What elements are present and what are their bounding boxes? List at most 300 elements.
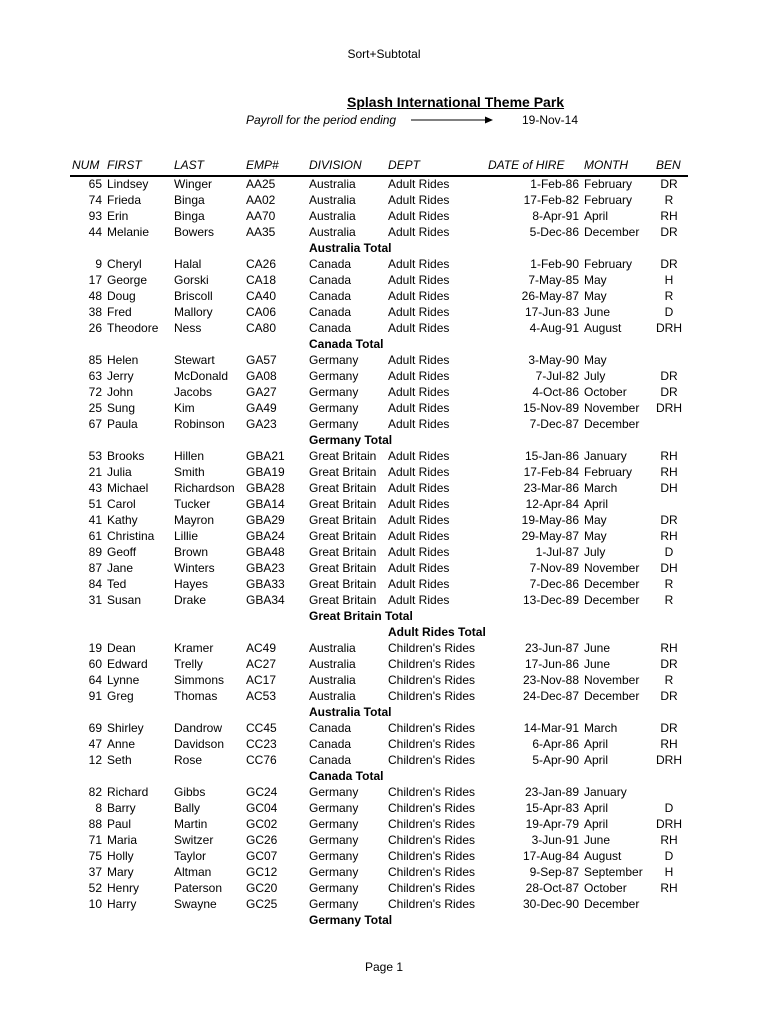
cell-ben: D <box>664 801 674 815</box>
cell-ben: RH <box>660 529 678 543</box>
cell-ben: R <box>664 577 674 591</box>
cell-first: John <box>107 385 134 399</box>
table-row <box>0 640 768 656</box>
sheet-header: Sort+Subtotal <box>347 47 421 61</box>
cell-month: October <box>584 881 627 895</box>
cell-month: June <box>584 833 611 847</box>
cell-emp: GBA14 <box>246 497 285 511</box>
table-row <box>0 224 768 240</box>
cell-emp: GC04 <box>246 801 278 815</box>
cell-division: Great Britain <box>309 577 377 591</box>
table-row <box>0 800 768 816</box>
table-row <box>0 448 768 464</box>
cell-last: Thomas <box>174 689 218 703</box>
cell-month: May <box>584 273 607 287</box>
cell-first: Seth <box>107 753 132 767</box>
cell-emp: GBA23 <box>246 561 285 575</box>
cell-emp: CC23 <box>246 737 277 751</box>
cell-division: Germany <box>309 353 359 367</box>
cell-division: Great Britain <box>309 465 377 479</box>
cell-last: Binga <box>174 193 205 207</box>
cell-emp: GA08 <box>246 369 277 383</box>
cell-division: Australia <box>309 225 356 239</box>
cell-num: 21 <box>88 465 102 479</box>
cell-dept: Adult Rides <box>388 385 450 399</box>
cell-ben: RH <box>660 737 678 751</box>
cell-hire-date: 28-Oct-87 <box>525 881 579 895</box>
cell-ben: R <box>664 593 674 607</box>
cell-emp: GBA33 <box>246 577 285 591</box>
col-dept-header: DEPT <box>388 158 421 172</box>
cell-first: Shirley <box>107 721 144 735</box>
cell-hire-date: 7-Nov-89 <box>529 561 579 575</box>
cell-emp: AA70 <box>246 209 276 223</box>
division-total-row <box>0 240 768 256</box>
cell-hire-date: 3-Jun-91 <box>531 833 579 847</box>
cell-dept: Adult Rides <box>388 401 450 415</box>
cell-first: Dean <box>107 641 136 655</box>
subtotal-label: Australia Total <box>309 241 392 255</box>
cell-num: 74 <box>88 193 102 207</box>
cell-first: Paula <box>107 417 138 431</box>
cell-ben: DR <box>660 225 678 239</box>
cell-first: Ted <box>107 577 127 591</box>
cell-first: Doug <box>107 289 136 303</box>
cell-last: Rose <box>174 753 203 767</box>
cell-hire-date: 19-May-86 <box>521 513 579 527</box>
cell-last: McDonald <box>174 369 229 383</box>
cell-dept: Children's Rides <box>388 833 475 847</box>
cell-month: March <box>584 481 618 495</box>
cell-month: April <box>584 753 609 767</box>
cell-ben: DR <box>660 257 678 271</box>
cell-dept: Children's Rides <box>388 737 475 751</box>
cell-last: Brown <box>174 545 209 559</box>
cell-hire-date: 9-Sep-87 <box>529 865 579 879</box>
cell-division: Australia <box>309 673 356 687</box>
cell-month: February <box>584 193 633 207</box>
cell-month: February <box>584 177 633 191</box>
cell-num: 12 <box>88 753 102 767</box>
cell-last: Switzer <box>174 833 214 847</box>
col-hire-header: DATE of HIRE <box>488 158 565 172</box>
cell-ben: DRH <box>656 817 682 831</box>
cell-last: Martin <box>174 817 208 831</box>
cell-ben: DRH <box>656 401 682 415</box>
cell-first: Geoff <box>107 545 137 559</box>
cell-hire-date: 5-Apr-90 <box>532 753 579 767</box>
cell-dept: Adult Rides <box>388 353 450 367</box>
cell-first: Cheryl <box>107 257 142 271</box>
cell-num: 31 <box>88 593 102 607</box>
cell-num: 25 <box>88 401 102 415</box>
page-number: Page 1 <box>364 960 404 974</box>
cell-ben: DH <box>660 481 678 495</box>
cell-hire-date: 15-Nov-89 <box>522 401 579 415</box>
cell-emp: GC24 <box>246 785 278 799</box>
table-row <box>0 384 768 400</box>
cell-month: August <box>584 849 622 863</box>
cell-first: Jane <box>107 561 134 575</box>
cell-num: 60 <box>88 657 102 671</box>
cell-emp: GBA21 <box>246 449 285 463</box>
cell-dept: Adult Rides <box>388 225 450 239</box>
cell-emp: CA18 <box>246 273 277 287</box>
cell-division: Canada <box>309 257 352 271</box>
period-date: 19-Nov-14 <box>521 113 578 127</box>
cell-month: June <box>584 657 611 671</box>
cell-first: Frieda <box>107 193 142 207</box>
table-row <box>0 272 768 288</box>
cell-month: December <box>584 593 640 607</box>
cell-division: Great Britain <box>309 481 377 495</box>
cell-num: 69 <box>88 721 102 735</box>
table-row <box>0 880 768 896</box>
cell-month: May <box>584 353 607 367</box>
cell-dept: Adult Rides <box>388 593 450 607</box>
cell-num: 51 <box>88 497 102 511</box>
cell-num: 19 <box>88 641 102 655</box>
col-ben-header: BEN <box>656 158 681 172</box>
cell-month: February <box>584 257 633 271</box>
cell-last: Dandrow <box>174 721 223 735</box>
cell-ben: RH <box>660 209 678 223</box>
cell-first: Barry <box>107 801 136 815</box>
cell-last: Jacobs <box>174 385 213 399</box>
cell-num: 67 <box>88 417 102 431</box>
report-title: Splash International Theme Park <box>347 94 565 110</box>
cell-dept: Adult Rides <box>388 449 450 463</box>
cell-num: 87 <box>88 561 102 575</box>
cell-month: September <box>584 865 643 879</box>
cell-emp: GBA48 <box>246 545 285 559</box>
cell-num: 38 <box>88 305 102 319</box>
table-row <box>0 320 768 336</box>
cell-first: Greg <box>107 689 134 703</box>
table-row <box>0 560 768 576</box>
cell-month: April <box>584 209 609 223</box>
cell-dept: Adult Rides <box>388 305 450 319</box>
cell-division: Germany <box>309 881 359 895</box>
cell-ben: DR <box>660 721 678 735</box>
cell-first: Anne <box>107 737 136 751</box>
subtotal-label: Canada Total <box>309 337 384 351</box>
cell-hire-date: 30-Dec-90 <box>522 897 579 911</box>
col-emp-header: EMP# <box>246 158 279 172</box>
cell-num: 52 <box>88 881 102 895</box>
cell-ben: RH <box>660 833 678 847</box>
cell-num: 10 <box>88 897 102 911</box>
cell-num: 71 <box>88 833 102 847</box>
cell-month: December <box>584 897 640 911</box>
table-row <box>0 832 768 848</box>
cell-last: Simmons <box>174 673 225 687</box>
cell-month: June <box>584 305 611 319</box>
cell-dept: Children's Rides <box>388 817 475 831</box>
cell-hire-date: 14-Mar-91 <box>523 721 579 735</box>
cell-dept: Adult Rides <box>388 577 450 591</box>
cell-ben: DR <box>660 689 678 703</box>
cell-dept: Children's Rides <box>388 785 475 799</box>
table-row <box>0 528 768 544</box>
cell-ben: D <box>664 849 674 863</box>
cell-dept: Adult Rides <box>388 177 450 191</box>
cell-month: February <box>584 465 633 479</box>
table-row <box>0 896 768 912</box>
cell-ben: RH <box>660 641 678 655</box>
cell-first: Susan <box>107 593 142 607</box>
col-month-header: MONTH <box>584 158 628 172</box>
cell-num: 26 <box>88 321 102 335</box>
cell-dept: Adult Rides <box>388 561 450 575</box>
cell-dept: Children's Rides <box>388 689 475 703</box>
cell-division: Canada <box>309 721 352 735</box>
cell-first: Edward <box>107 657 148 671</box>
cell-ben: DR <box>660 513 678 527</box>
cell-hire-date: 29-May-87 <box>521 529 579 543</box>
cell-last: Halal <box>174 257 202 271</box>
cell-emp: GA27 <box>246 385 277 399</box>
subtotal-label: Germany Total <box>309 433 393 447</box>
cell-dept: Adult Rides <box>388 513 450 527</box>
cell-first: Jerry <box>107 369 134 383</box>
cell-ben: H <box>664 273 674 287</box>
table-row <box>0 848 768 864</box>
cell-ben: DRH <box>656 321 682 335</box>
cell-emp: CA06 <box>246 305 277 319</box>
cell-first: Sung <box>107 401 136 415</box>
table-row <box>0 464 768 480</box>
cell-division: Germany <box>309 417 359 431</box>
cell-emp: AA25 <box>246 177 276 191</box>
cell-ben: DR <box>660 657 678 671</box>
cell-month: April <box>584 497 609 511</box>
cell-emp: GC02 <box>246 817 278 831</box>
cell-emp: CC76 <box>246 753 277 767</box>
cell-month: May <box>584 529 607 543</box>
cell-hire-date: 19-Apr-79 <box>525 817 579 831</box>
cell-emp: AA35 <box>246 225 276 239</box>
cell-division: Australia <box>309 193 356 207</box>
cell-hire-date: 23-Jun-87 <box>524 641 579 655</box>
cell-dept: Adult Rides <box>388 497 450 511</box>
cell-emp: CA40 <box>246 289 277 303</box>
cell-first: George <box>107 273 148 287</box>
cell-hire-date: 12-Apr-84 <box>525 497 579 511</box>
cell-first: Holly <box>107 849 134 863</box>
cell-hire-date: 7-May-85 <box>528 273 579 287</box>
cell-num: 44 <box>88 225 102 239</box>
cell-last: Kim <box>174 401 195 415</box>
cell-last: Taylor <box>174 849 207 863</box>
cell-last: Mayron <box>174 513 215 527</box>
cell-dept: Children's Rides <box>388 801 475 815</box>
cell-month: July <box>584 369 606 383</box>
table-row <box>0 752 768 768</box>
cell-first: Lindsey <box>107 177 149 191</box>
cell-division: Germany <box>309 897 359 911</box>
subtotal-label: Australia Total <box>309 705 392 719</box>
cell-last: Kramer <box>174 641 214 655</box>
cell-emp: GBA29 <box>246 513 285 527</box>
cell-last: Davidson <box>174 737 225 751</box>
cell-first: Mary <box>107 865 134 879</box>
col-num-header: NUM <box>72 158 100 172</box>
table-row <box>0 672 768 688</box>
cell-hire-date: 17-Jun-86 <box>524 657 579 671</box>
cell-num: 17 <box>88 273 102 287</box>
cell-dept: Adult Rides <box>388 529 450 543</box>
cell-month: October <box>584 385 627 399</box>
cell-hire-date: 24-Dec-87 <box>522 689 579 703</box>
cell-hire-date: 7-Jul-82 <box>535 369 579 383</box>
column-headers <box>0 158 768 174</box>
cell-first: Theodore <box>107 321 159 335</box>
cell-last: Binga <box>174 209 205 223</box>
cell-month: December <box>584 577 640 591</box>
cell-last: Paterson <box>174 881 223 895</box>
cell-emp: GBA24 <box>246 529 285 543</box>
table-row <box>0 544 768 560</box>
cell-hire-date: 23-Mar-86 <box>523 481 579 495</box>
cell-num: 84 <box>88 577 102 591</box>
cell-first: Christina <box>107 529 155 543</box>
cell-ben: D <box>664 545 674 559</box>
division-total-row <box>0 608 768 624</box>
cell-emp: AC53 <box>246 689 277 703</box>
cell-num: 41 <box>88 513 102 527</box>
cell-month: December <box>584 689 640 703</box>
cell-hire-date: 4-Aug-91 <box>529 321 579 335</box>
cell-division: Germany <box>309 401 359 415</box>
cell-hire-date: 7-Dec-86 <box>529 577 579 591</box>
cell-division: Germany <box>309 817 359 831</box>
cell-last: Ness <box>174 321 202 335</box>
subtotal-label: Canada Total <box>309 769 384 783</box>
cell-division: Great Britain <box>309 545 377 559</box>
cell-hire-date: 23-Jan-89 <box>524 785 579 799</box>
cell-num: 9 <box>95 257 102 271</box>
cell-division: Canada <box>309 753 352 767</box>
cell-last: Tucker <box>174 497 211 511</box>
cell-first: Julia <box>107 465 132 479</box>
cell-dept: Adult Rides <box>388 257 450 271</box>
cell-division: Great Britain <box>309 561 377 575</box>
cell-emp: GC12 <box>246 865 278 879</box>
cell-division: Germany <box>309 801 359 815</box>
table-row <box>0 304 768 320</box>
cell-num: 48 <box>88 289 102 303</box>
cell-last: Bowers <box>174 225 215 239</box>
table-row <box>0 400 768 416</box>
cell-emp: GC07 <box>246 849 278 863</box>
table-row <box>0 416 768 432</box>
cell-last: Hayes <box>174 577 209 591</box>
cell-hire-date: 1-Jul-87 <box>535 545 579 559</box>
cell-division: Australia <box>309 177 356 191</box>
division-total-row <box>0 768 768 784</box>
cell-emp: CC45 <box>246 721 277 735</box>
cell-ben: DR <box>660 369 678 383</box>
cell-dept: Children's Rides <box>388 753 475 767</box>
cell-last: Hillen <box>174 449 205 463</box>
cell-hire-date: 1-Feb-90 <box>530 257 579 271</box>
cell-hire-date: 5-Dec-86 <box>529 225 579 239</box>
cell-last: Bally <box>174 801 201 815</box>
cell-division: Great Britain <box>309 593 377 607</box>
cell-division: Germany <box>309 849 359 863</box>
cell-dept: Children's Rides <box>388 673 475 687</box>
cell-first: Maria <box>107 833 138 847</box>
cell-emp: AC49 <box>246 641 277 655</box>
cell-num: 47 <box>88 737 102 751</box>
cell-division: Great Britain <box>309 497 377 511</box>
cell-month: April <box>584 801 609 815</box>
table-row <box>0 864 768 880</box>
dept-total-row <box>0 624 768 640</box>
cell-first: Carol <box>107 497 136 511</box>
cell-hire-date: 8-Apr-91 <box>532 209 579 223</box>
cell-emp: GBA19 <box>246 465 285 479</box>
cell-division: Germany <box>309 865 359 879</box>
cell-ben: R <box>664 193 674 207</box>
cell-dept: Adult Rides <box>388 545 450 559</box>
cell-num: 53 <box>88 449 102 463</box>
cell-month: November <box>584 561 640 575</box>
cell-ben: DH <box>660 561 678 575</box>
division-total-row <box>0 912 768 928</box>
cell-num: 82 <box>88 785 102 799</box>
cell-first: Melanie <box>107 225 150 239</box>
cell-dept: Children's Rides <box>388 897 475 911</box>
cell-division: Germany <box>309 385 359 399</box>
cell-month: August <box>584 321 622 335</box>
cell-hire-date: 15-Jan-86 <box>524 449 579 463</box>
cell-division: Canada <box>309 289 352 303</box>
cell-hire-date: 7-Dec-87 <box>529 417 579 431</box>
table-row <box>0 496 768 512</box>
cell-num: 89 <box>88 545 102 559</box>
subtotal-label: Adult Rides Total <box>388 625 486 639</box>
cell-division: Germany <box>309 785 359 799</box>
cell-last: Stewart <box>174 353 215 367</box>
cell-first: Lynne <box>107 673 140 687</box>
cell-month: April <box>584 817 609 831</box>
table-row <box>0 256 768 272</box>
cell-dept: Children's Rides <box>388 641 475 655</box>
cell-num: 85 <box>88 353 102 367</box>
cell-last: Altman <box>174 865 212 879</box>
cell-emp: GC20 <box>246 881 278 895</box>
cell-first: Erin <box>107 209 129 223</box>
cell-last: Richardson <box>174 481 235 495</box>
cell-ben: RH <box>660 465 678 479</box>
cell-last: Mallory <box>174 305 213 319</box>
cell-ben: D <box>664 305 674 319</box>
table-row <box>0 576 768 592</box>
cell-first: Brooks <box>107 449 145 463</box>
division-total-row <box>0 432 768 448</box>
cell-division: Germany <box>309 369 359 383</box>
cell-hire-date: 17-Aug-84 <box>522 849 579 863</box>
cell-division: Great Britain <box>309 513 377 527</box>
subtotal-label: Great Britain Total <box>309 609 413 623</box>
cell-division: Australia <box>309 689 356 703</box>
cell-num: 88 <box>88 817 102 831</box>
cell-month: December <box>584 417 640 431</box>
table-row <box>0 784 768 800</box>
cell-first: Michael <box>107 481 149 495</box>
